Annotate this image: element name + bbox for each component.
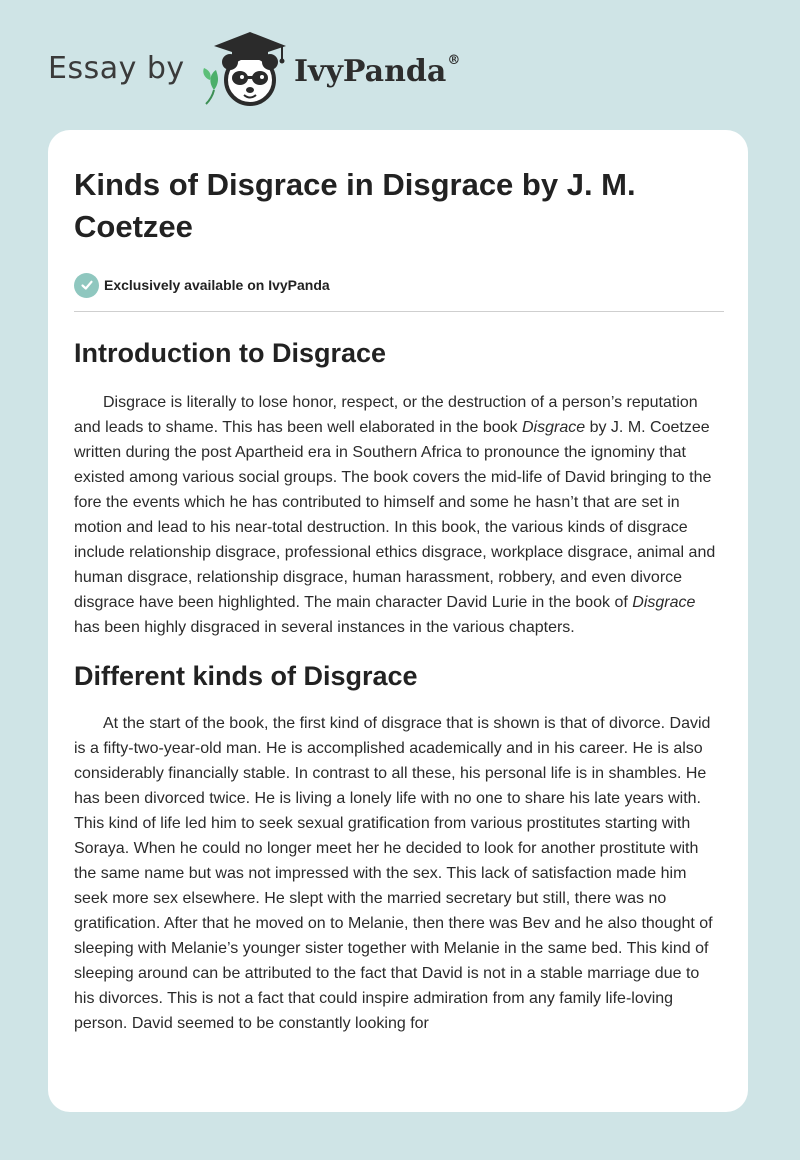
section-heading-introduction: Introduction to Disgrace [74,338,387,368]
brand-text: IvyPanda [294,54,447,89]
ivypanda-logo-link[interactable] [200,28,292,108]
intro-text-part1: Disgrace is literally to lose honor, respect, or the destruction of a person’s reputation and leads to shame. This has been well elaborated in the book [74,394,698,436]
ivy-leaf-icon [203,68,218,104]
exclusive-badge [74,272,724,298]
section-heading-kinds: Different kinds of Disgrace [74,661,418,691]
exclusive-label: Exclusively available on IvyPanda [104,277,330,293]
essay-title: Kinds of Disgrace in Disgrace by J. M. Coetzee [74,167,636,244]
book-title-emphasis: Disgrace [522,419,586,436]
title-divider [74,311,724,312]
intro-text-part3: has been highly disgraced in several instances in the various chapters. [74,619,575,636]
book-title-emphasis: Disgrace [632,594,696,611]
essay-by-label: Essay by [48,51,185,86]
site-header [48,28,748,108]
section-paragraph-introduction [74,390,724,640]
essay-content [74,164,724,1036]
ivypanda-brand-name [294,54,460,89]
section-paragraph-kinds: At the start of the book, the first kind of disgrace that is shown is that of divorce. David is a fifty-two-year-old man. He is accomplished academically and in his career. He is also considerably financially stable. In contrast to all these, his personal life is in shambles. He has been divorced twice. He is living a lonely life with no one to share his late years with. This kind of life led him to seek sexual gratification from various prostitutes starting with Soraya. When he could no longer meet her he decided to look for another prostitute with the same name but was not impressed with the sex. This lack of satisfaction made him seek more sex elsewhere. He slept with the married secretary but still, there was no gratification. After that he moved on to Melanie, then there was Bev and he also thought of sleeping with Melanie’s younger sister together with Melanie in the same bed. This kind of sleeping around can be attributed to the fact that David is not in a stable marriage due to his divorces. This is not a fact that could inspire admiration from any family life-loving person. David seemed to be constantly looking for [74,715,713,1032]
registered-mark: ® [447,53,461,68]
intro-text-part2: by J. M. Coetzee written during the post Apartheid era in Southern Africa to pronounce the ignominy that existed among various social groups. The book covers the mid-life of David bringing to the fore the events which he has contributed to himself and some he hasn’t that are set in motion and lead to his near-total destruction. In this book, the various kinds of disgrace include relationship disgrace, professional ethics disgrace, workplace disgrace, animal and human disgrace, relationship disgrace, human harassment, robbery, and even divorce disgrace have been highlighted. The main character David Lurie in the book of [74,419,716,611]
essay-card [48,130,748,1112]
panda-graduate-icon [200,28,292,108]
check-circle-icon [74,273,99,298]
